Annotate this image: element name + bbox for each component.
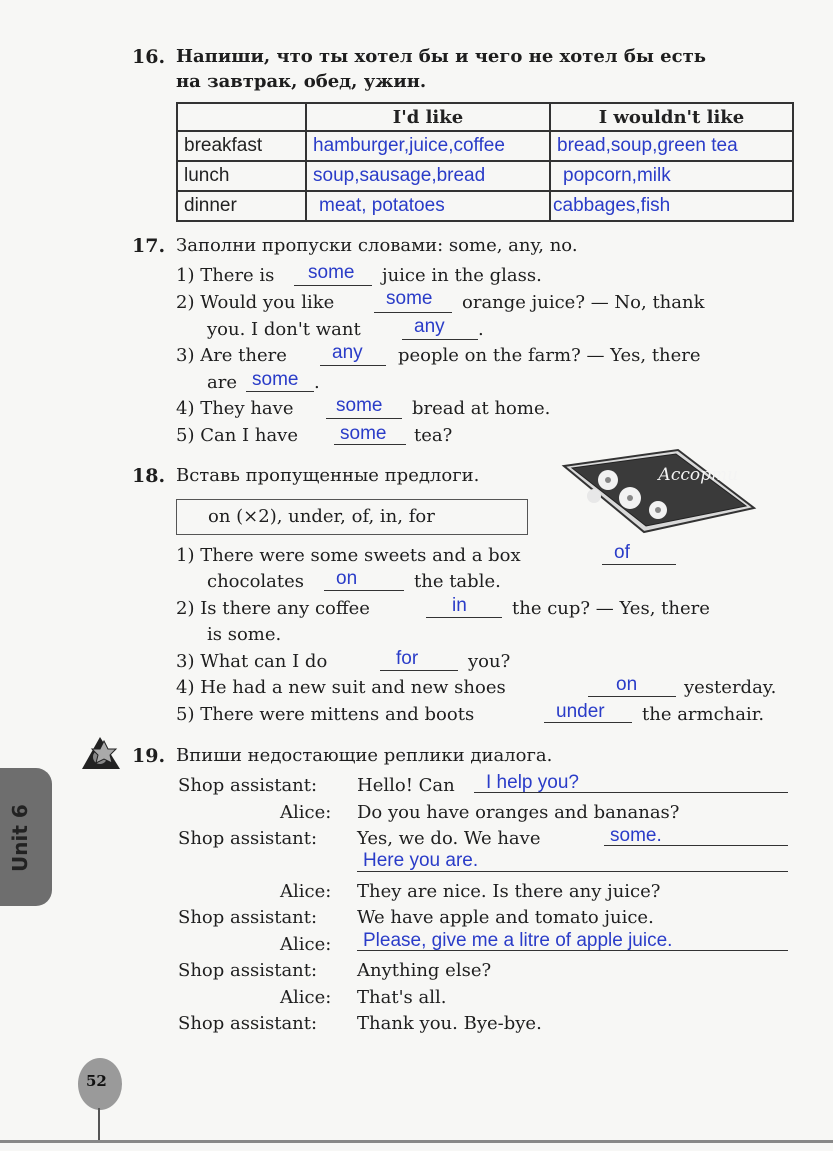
ex17-answer-7[interactable]: some xyxy=(340,423,387,444)
ex17-line3b-start: are xyxy=(207,372,237,393)
answer-line xyxy=(294,285,372,286)
answer-line xyxy=(326,418,402,419)
meal-table xyxy=(176,102,794,222)
like-answer[interactable]: meat, potatoes xyxy=(306,191,550,221)
ex17-line3-end: people on the farm? — Yes, there xyxy=(398,345,701,366)
meal-label: breakfast xyxy=(177,131,306,161)
ex18-answer-4[interactable]: for xyxy=(396,648,419,669)
dialog-line-3: Yes, we do. We have xyxy=(357,828,541,849)
speaker-shop-assistant: Shop assistant: xyxy=(178,775,318,796)
dialog-line-7: That's all. xyxy=(357,987,447,1008)
answer-line xyxy=(320,365,386,366)
box-label: Ассорти xyxy=(658,465,739,485)
speaker-shop-assistant: Shop assistant: xyxy=(178,1013,318,1034)
balloon-string xyxy=(98,1108,100,1142)
table-row xyxy=(177,161,793,191)
answer-line xyxy=(402,339,478,340)
answer-line xyxy=(426,617,502,618)
ex18-title: Вставь пропущенные предлоги. xyxy=(176,465,480,486)
page-number: 52 xyxy=(86,1072,107,1090)
period: . xyxy=(314,372,320,393)
ex17-answer-6[interactable]: some xyxy=(336,395,383,416)
ex18-line2-start: 2) Is there any coffee xyxy=(176,598,370,619)
page-edge xyxy=(0,1140,833,1143)
ex17-line5-end: tea? xyxy=(414,425,453,446)
word-bank: on (×2), under, of, in, for xyxy=(208,506,435,527)
answer-line xyxy=(374,312,452,313)
dialog-line-8: Thank you. Bye-bye. xyxy=(357,1013,542,1034)
ex18-line2-end: the cup? — Yes, there xyxy=(512,598,710,619)
ex17-answer-3[interactable]: any xyxy=(414,316,445,337)
ex17-line4-end: bread at home. xyxy=(412,398,551,419)
ex18-line2b: is some. xyxy=(207,624,282,645)
ex17-line2b-start: you. I don't want xyxy=(207,319,361,340)
ex17-number: 17. xyxy=(132,235,166,257)
ex16-title-line2: на завтрак, обед, ужин. xyxy=(176,71,427,92)
ex18-answer-5[interactable]: on xyxy=(616,674,638,695)
ex17-line2-start: 2) Would you like xyxy=(176,292,335,313)
ex18-line1-start: 1) There were some sweets and a box xyxy=(176,545,521,566)
ex17-answer-1[interactable]: some xyxy=(308,262,355,283)
table-row xyxy=(177,131,793,161)
table-row xyxy=(177,191,793,221)
ex17-line1-end: juice in the glass. xyxy=(382,265,542,286)
ex17-answer-4[interactable]: any xyxy=(332,342,363,363)
answer-line xyxy=(324,590,404,591)
ex17-title: Заполни пропуски словами: some, any, no. xyxy=(176,235,578,256)
ex19-answer-2[interactable]: some. xyxy=(610,825,662,846)
answer-line xyxy=(588,696,676,697)
unit-tab-label: Unit 6 xyxy=(8,804,32,872)
ex17-answer-2[interactable]: some xyxy=(386,288,433,309)
ex17-line2-end: orange juice? — No, thank xyxy=(462,292,705,313)
ex18-line1b-start: chocolates xyxy=(207,571,305,592)
header-like: I'd like xyxy=(306,103,550,131)
answer-line xyxy=(602,564,676,565)
speaker-shop-assistant: Shop assistant: xyxy=(178,907,318,928)
period: . xyxy=(478,319,484,340)
ex19-title: Впиши недостающие реплики диалога. xyxy=(176,745,553,766)
like-answer[interactable]: soup,sausage,bread xyxy=(306,161,550,191)
speaker-shop-assistant: Shop assistant: xyxy=(178,828,318,849)
dislike-answer[interactable]: bread,soup,green tea xyxy=(550,131,793,161)
ex19-answer-1[interactable]: I help you? xyxy=(486,772,579,793)
ex18-line3-end: you? xyxy=(468,651,511,672)
ex18-line5-end: the armchair. xyxy=(642,704,765,725)
meal-table-header xyxy=(177,103,793,131)
ex19-number: 19. xyxy=(132,745,166,767)
ex18-answer-2[interactable]: on xyxy=(336,568,358,589)
speaker-alice: Alice: xyxy=(280,934,332,955)
ex17-answer-5[interactable]: some xyxy=(252,369,299,390)
ex16-title-line1: Напиши, что ты хотел бы и чего не хотел бы есть xyxy=(176,46,706,67)
meal-label: dinner xyxy=(177,191,306,221)
dialog-line-2: Do you have oranges and bananas? xyxy=(357,802,680,823)
speaker-alice: Alice: xyxy=(280,881,332,902)
dialog-line-4: They are nice. Is there any juice? xyxy=(357,881,661,902)
answer-line xyxy=(246,391,314,392)
ex19-answer-4[interactable]: Please, give me a litre of apple juice. xyxy=(363,930,673,951)
header-empty-cell xyxy=(177,103,306,131)
dislike-answer[interactable]: cabbages,fish xyxy=(550,191,793,221)
ex19-answer-3[interactable]: Here you are. xyxy=(363,850,479,871)
like-answer[interactable]: hamburger,juice,coffee xyxy=(306,131,550,161)
ex18-line3-start: 3) What can I do xyxy=(176,651,328,672)
ex18-line4-end: yesterday. xyxy=(684,677,777,698)
answer-line xyxy=(380,670,458,671)
meal-label: lunch xyxy=(177,161,306,191)
star-badge-icon xyxy=(78,735,124,771)
ex17-line1-start: 1) There is xyxy=(176,265,275,286)
dialog-line-5: We have apple and tomato juice. xyxy=(357,907,654,928)
ex18-answer-6[interactable]: under xyxy=(556,701,605,722)
ex16-number: 16. xyxy=(132,46,166,68)
dislike-answer[interactable]: popcorn,milk xyxy=(550,161,793,191)
dialog-line-1: Hello! Can xyxy=(357,775,455,796)
ex18-answer-1[interactable]: of xyxy=(614,542,630,563)
header-wouldnt: I wouldn't like xyxy=(550,103,793,131)
ex18-answer-3[interactable]: in xyxy=(452,595,467,616)
ex17-line3-start: 3) Are there xyxy=(176,345,287,366)
speaker-alice: Alice: xyxy=(280,987,332,1008)
chocolate-box-illustration xyxy=(558,446,758,536)
dialog-line-6: Anything else? xyxy=(357,960,492,981)
ex18-number: 18. xyxy=(132,465,166,487)
speaker-shop-assistant: Shop assistant: xyxy=(178,960,318,981)
ex18-line1b-end: the table. xyxy=(414,571,501,592)
ex18-line4-start: 4) He had a new suit and new shoes xyxy=(176,677,506,698)
speaker-alice: Alice: xyxy=(280,802,332,823)
ex17-line4-start: 4) They have xyxy=(176,398,294,419)
ex18-line5-start: 5) There were mittens and boots xyxy=(176,704,475,725)
ex17-line5-start: 5) Can I have xyxy=(176,425,298,446)
